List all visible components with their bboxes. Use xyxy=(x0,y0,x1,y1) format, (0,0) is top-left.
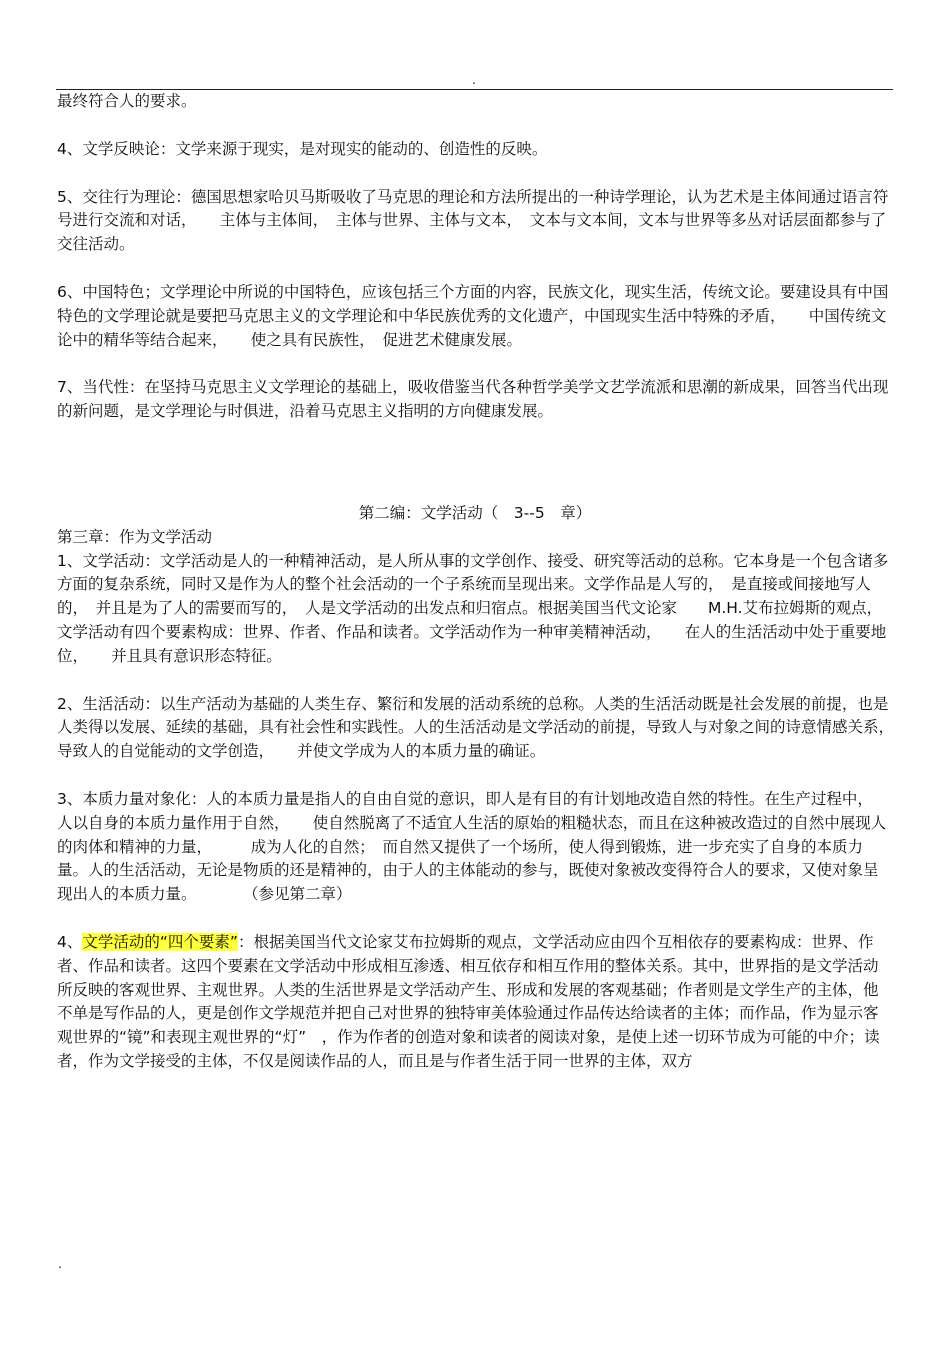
section-title: 第二编：文学活动（ 3--5 章） xyxy=(358,503,592,522)
paragraph-objectification: 3、本质力量对象化：人的本质力量是指人的自由自觉的意识，即人是有目的有计划地改造自然的特性。在生产过程中， 人以自身的本质力量作用于自然， 使自然脱离了不适宜人生活的原始的粗糙状态，而且在这种被改造过的自然中展现人的肉体和精神的力量， 成为人化的自然； 而自然又提供了一个场所，使人得到锻炼，进一步充实了自身的本质力量。人的生活活动，无论是物质的还是精神的，由于人的主体能动的参与，既使对象被改变得符合人的要求，又使对象呈现出人的本质力量。 （参见第二章） xyxy=(57,789,887,904)
footer-mark: . xyxy=(58,1257,62,1271)
paragraph-contemporaneity: 7、当代性：在坚持马克思主义文学理论的基础上，吸收借鉴当代各种哲学美学文艺学流派和思潮的新成果，回答当代出现的新问题，是文学理论与时俱进，沿着马克思主义指明的方向健康发展。 xyxy=(57,378,889,421)
document-body xyxy=(57,90,918,1074)
paragraph-life-activity: 2、生活活动：以生产活动为基础的人类生存、繁衍和发展的活动系统的总称。人类的生活活动既是社会发展的前提，也是人类得以发展、延续的基础，具有社会性和实践性。人的生活活动是文学活动的前提，导致人与对象之间的诗意情感关系， 导致人的自觉能动的文学创造， 并使文学成为人的本质力量的确证。 xyxy=(57,694,918,761)
paragraph-four-elements xyxy=(57,931,893,1074)
paragraph-literary-reflection: 4、文学反映论：文学来源于现实，是对现实的能动的、创造性的反映。 xyxy=(57,139,548,158)
paragraph-text: ：根据美国当代文论家艾布拉姆斯的观点，文学活动应由四个互相依存的要素构成：世界、作者、作品和读者。这四个要素在文学活动中形成相互渗透、相互依存和相互作用的整体关系。其中，世界指的是文学活动所反映的客观世界、主观世界。人类的生活世界是文学活动产生、形成和发展的客观基础；作者则是文学生产的主体，他不单是写作品的人，更是创作文学规范并把自己对世界的独特审美体验通过作品传达给读者的主体；而作品，作为显示客观世界的“镜”和表现主观世界的“灯” ，作为作者的创造对象和读者的阅读对象，是使上述一切环节成为可能的中介；读者，作为文学接受的主体，不仅是阅读作品的人，而且是与作者生活于同一世界的主体，双方 xyxy=(57,932,880,1070)
paragraph-continuation: 最终符合人的要求。 xyxy=(57,92,197,110)
chapter-title: 第三章：作为文学活动 xyxy=(57,527,213,546)
paragraph-prefix: 4、 xyxy=(57,932,83,951)
highlighted-term: 文学活动的“四个要素” xyxy=(82,932,238,951)
header-mark: . xyxy=(472,73,476,87)
paragraph-chinese-characteristics: 6、中国特色；文学理论中所说的中国特色，应该包括三个方面的内容，民族文化，现实生活，传统文论。要建设具有中国特色的文学理论就是要把马克思主义的文学理论和中华民族优秀的文化遗产，中国现实生活中特殊的矛盾， 中国传统文论中的精华等结合起来， 使之具有民族性， 促进艺术健康发展。 xyxy=(57,282,889,349)
paragraph-communicative-action: 5、交往行为理论：德国思想家哈贝马斯吸收了马克思的理论和方法所提出的一种诗学理论，认为艺术是主体间通过语言符号进行交流和对话， 主体与主体间， 主体与世界、主体与文本， 文本与文本间，文本与世界等多丛对话层面都参与了交往活动。 xyxy=(57,187,889,254)
paragraph-literary-activity: 1、文学活动：文学活动是人的一种精神活动，是人所从事的文学创作、接受、研究等活动的总称。它本身是一个包含诸多方面的复杂系统，同时又是作为人的整个社会活动的一个子系统而呈现出来。文学作品是人写的， 是直接或间接地写人的， 并且是为了人的需要而写的， 人是文学活动的出发点和归宿点。根据美国当代文论家 M.H.艾布拉姆斯的观点，文学活动有四个要素构成：世界、作者、作品和读者。文学活动作为一种审美精神活动， 在人的生活活动中处于重要地位， 并且具有意识形态特征。 xyxy=(57,551,889,665)
